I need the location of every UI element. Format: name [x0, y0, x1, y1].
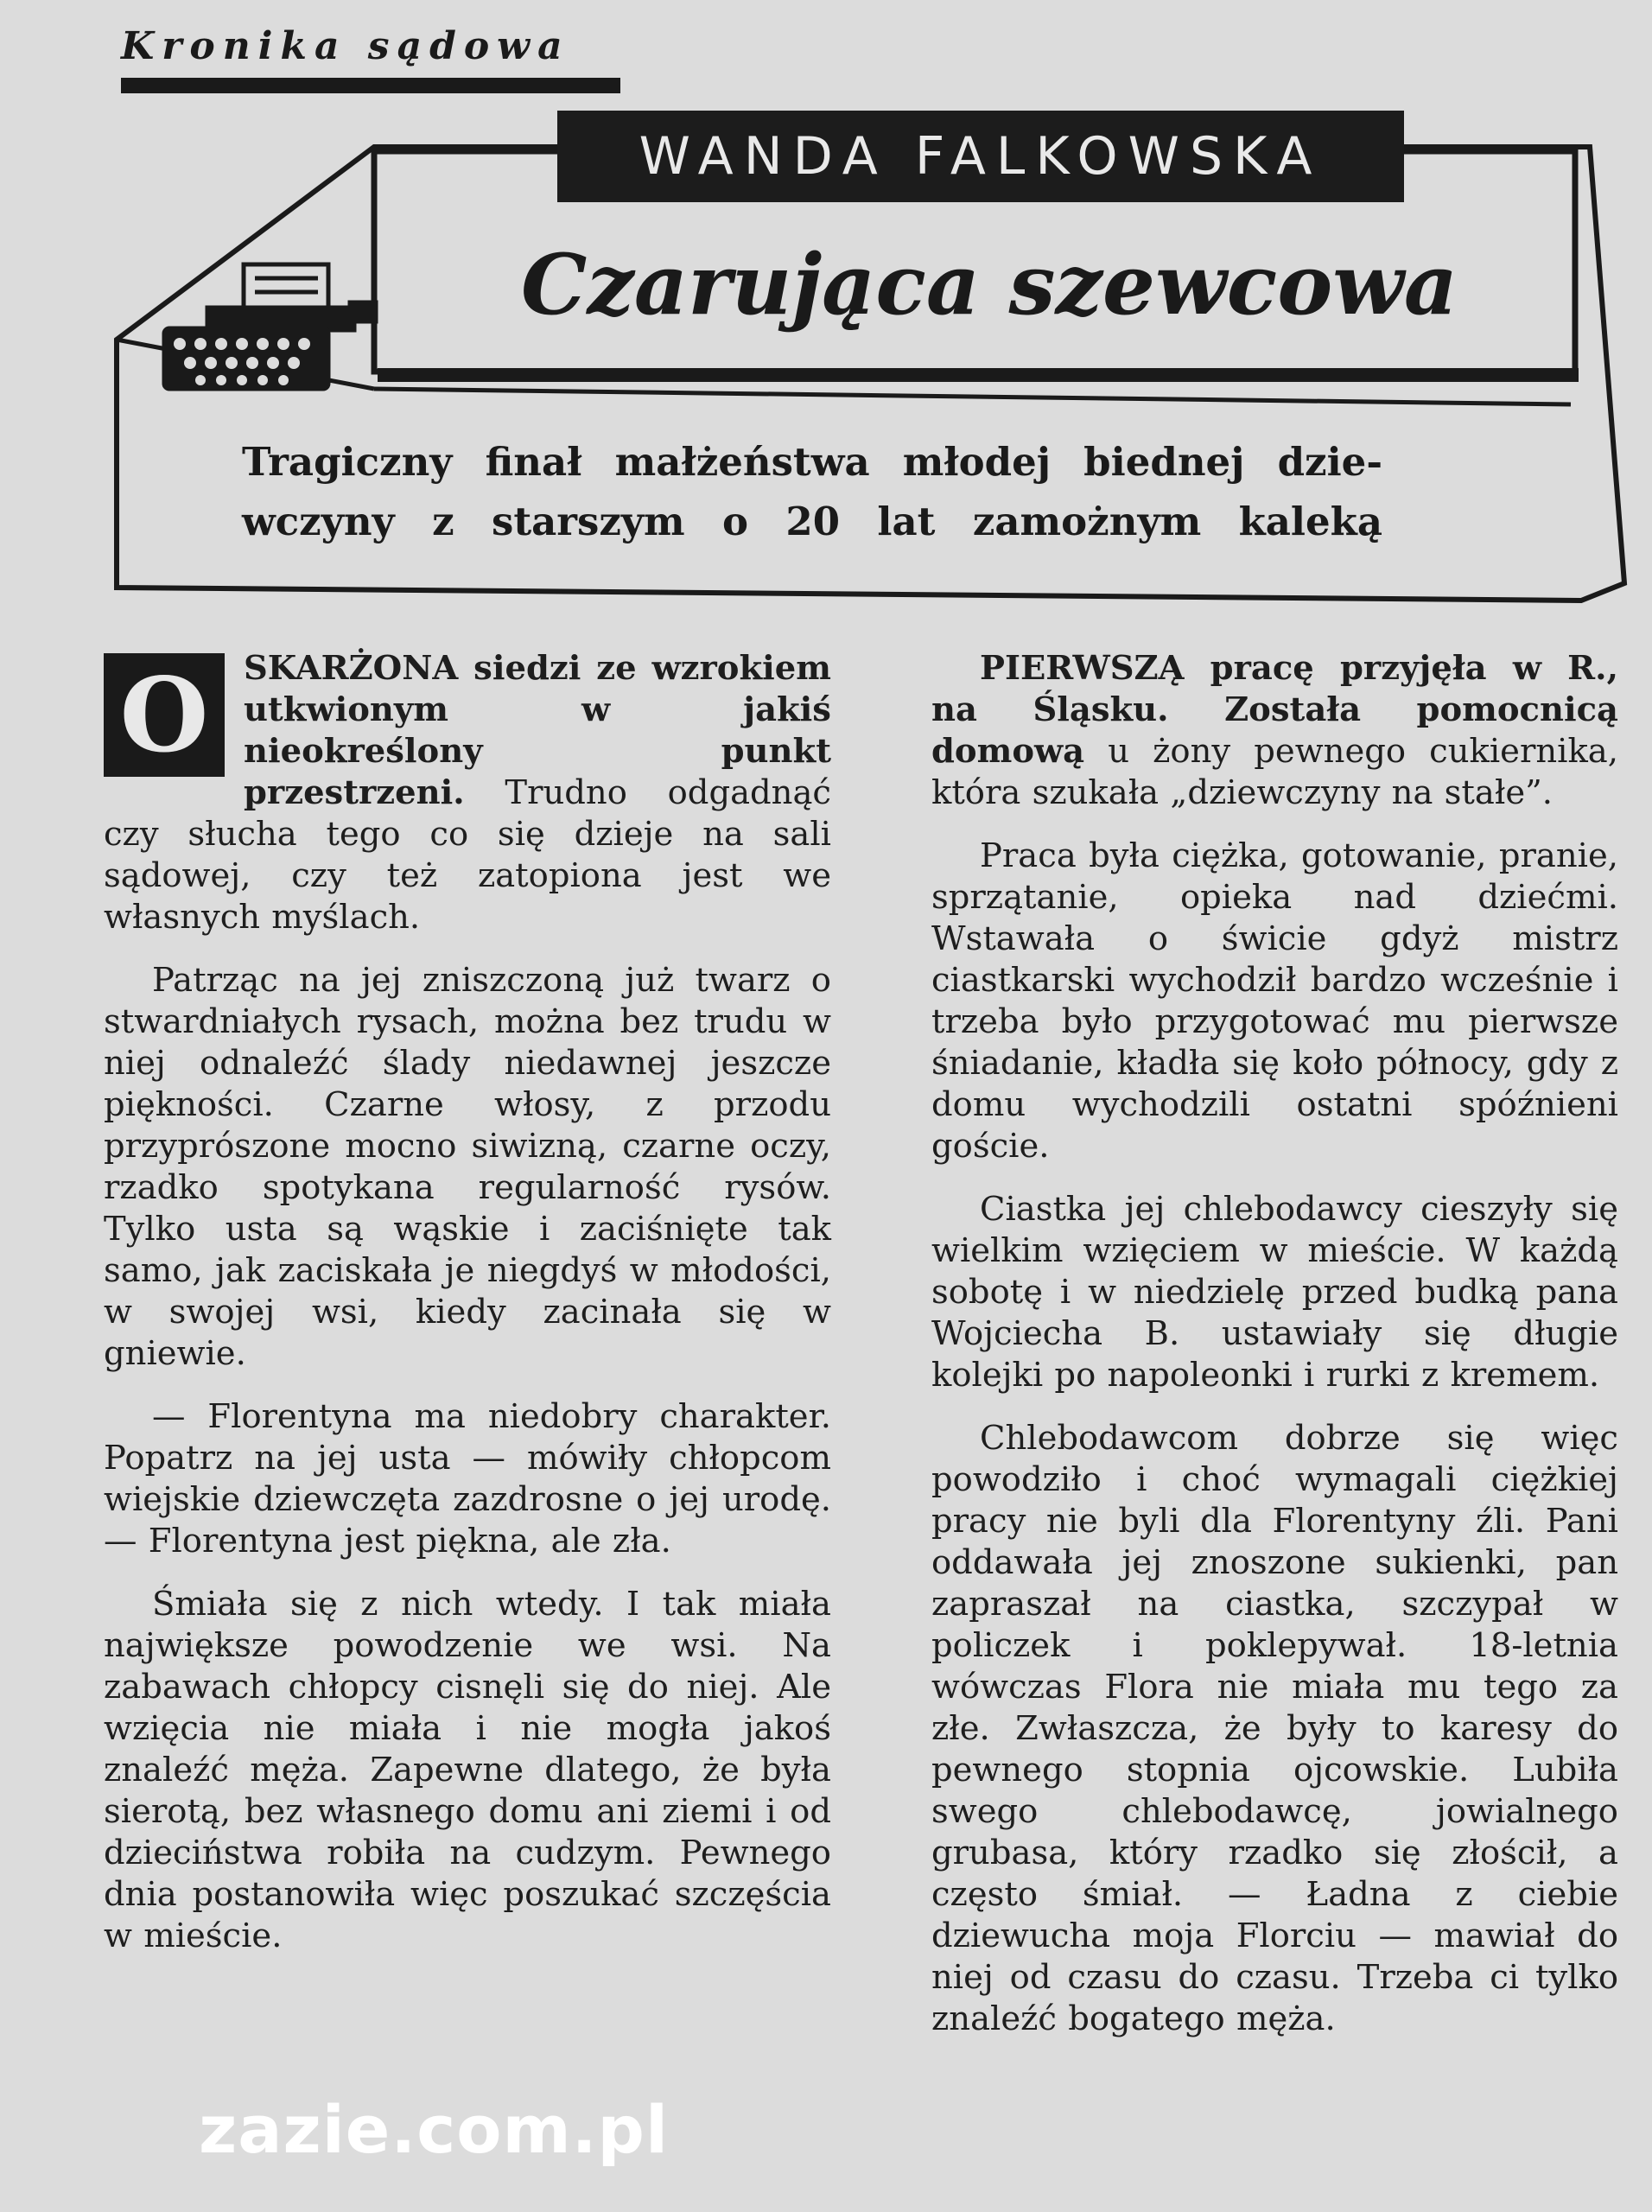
subtitle-line-1: Tragiczny finał małżeństwa młodej biednej dzie-: [242, 439, 1382, 485]
paragraph-text: Trudno odgadnąć czy słucha tego co się dzieje na sali sądowej, czy też zatopiona jest we własnych myślach.: [104, 773, 831, 937]
lead-text: PIERWSZĄ pracę przyjęła w R., na Śląsku. Została pomocnicą domową: [931, 649, 1618, 771]
lead-text: SKARŻONA siedzi ze wzrokiem utkwionym w jakiś nieokreślony punkt przestrzeni.: [244, 649, 831, 812]
author-name: WANDA FALKOWSKA: [557, 111, 1404, 202]
paragraph: Chlebodawcom dobrze się więc powodziło i choć wymagali ciężkiej pracy nie byli dla Florentyny źli. Pani oddawała jej znoszone sukienki, pan zapraszał na ciastka, szczypał w policzek i poklepywał. 18-letnia wówczas Flora nie miała mu tego za złe. Zwłaszcza, że były to karesy do pewnego stopnia ojcowskie. Lubiła swego chlebodawcę, jowialnego grubasa, który rzadko się złościł, a często śmiał. — Ładna z ciebie dziewucha moja Florciu — mawiał do niej od czasu do czasu. Trzeba ci tylko znaleźć bogatego męża.: [931, 1419, 1618, 2038]
drop-cap-letter: O: [119, 654, 209, 775]
inner-frame-shadow: [378, 368, 1579, 382]
article-title: Czarująca szewcowa: [520, 236, 1458, 334]
paragraph: [104, 648, 831, 938]
paragraph-text: u żony pewnego cukiernika, która szukała „dziewczyny na stałe”.: [931, 732, 1618, 812]
section-label: Kronika sądowa: [121, 24, 570, 68]
subtitle-line-2: wczyny z starszym o 20 lat zamożnym kaleką: [242, 499, 1382, 544]
paragraph: Śmiała się z nich wtedy. I tak miała największe powodzenie we wsi. Na zabawach chłopcy cisnęli się do niej. Ale wzięcia nie miała i nie mogła jakoś znaleźć męża. Zapewne dlatego, że była sierotą, bez własnego domu ani ziemi i od dzieciństwa robiła na cudzym. Pewnego dnia postanowiła więc poszukać szczęścia w mieście.: [104, 1585, 831, 1955]
watermark: zazie.com.pl: [199, 2091, 669, 2168]
paragraph: — Florentyna ma niedobry charakter. Popatrz na jej usta — mówiły chłopcom wiejskie dziewczęta zazdrosne o jej urodę. — Florentyna jest piękna, ale zła.: [104, 1397, 831, 1560]
drop-cap: [104, 653, 225, 777]
paragraph: Ciastka jej chlebodawcy cieszyły się wielkim wzięciem w mieście. W każdą sobotę i w niedzielę przed budką pana Wojciecha B. ustawiały się długie kolejki po napoleonki i rurki z kremem.: [931, 1190, 1618, 1395]
article-subtitle: [242, 432, 1382, 551]
frame-divider-right: [374, 389, 1571, 404]
article-column-right: [931, 648, 1618, 2062]
paragraph: Patrząc na jej zniszczoną już twarz o stwardniałych rysach, można bez trudu w niej odnaleźć ślady niedawnej jeszcze piękności. Czarne włosy, z przodu przyprószone mocno siwizną, czarne oczy, rzadko spotykana regularność rysów. Tylko usta są wąskie i zaciśnięte tak samo, jak zaciskała je niegdyś w młodości, w swojej wsi, kiedy zacinała się w gniewie.: [104, 961, 831, 1373]
paragraph: [931, 648, 1618, 814]
article-column-left: [104, 648, 831, 1979]
paragraph: Praca była ciężka, gotowanie, pranie, sprzątanie, opieka nad dziećmi. Wstawała o świcie gdyż mistrz ciastkarski wychodził bardzo wcześnie i trzeba było przygotować mu pierwsze śniadanie, kładła się koło północy, gdy z domu wychodzili ostatni spóźnieni goście.: [931, 836, 1618, 1166]
